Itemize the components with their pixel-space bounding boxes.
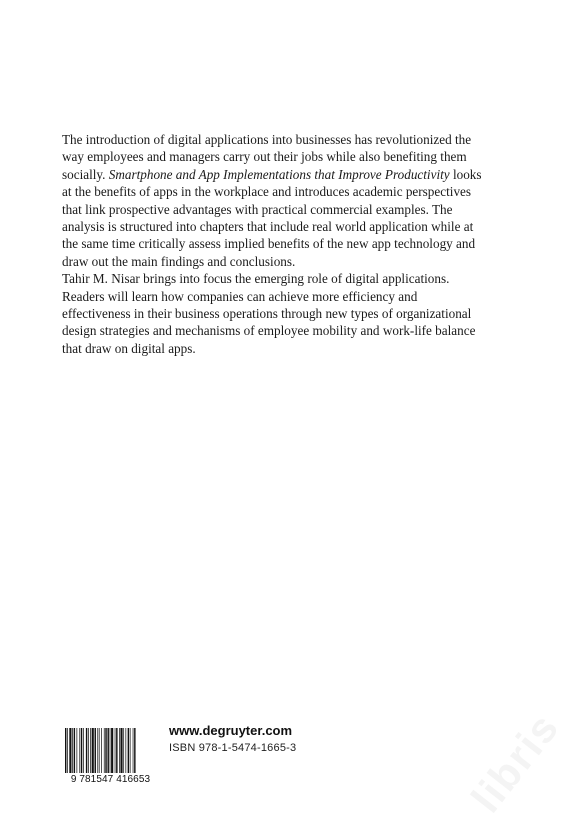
- barcode-digits: 9 781547 416653: [62, 773, 159, 787]
- description-paragraph-1-start: The introduction of digital applications into businesses has revolutionized the way employees and managers carry out their jobs while also benefiting them socially.: [62, 132, 472, 182]
- book-title-italic: Smartphone and App Implementations that Improve Productivity: [108, 166, 450, 182]
- isbn-number: ISBN 978-1-5474-1665-3: [169, 742, 297, 754]
- description-paragraph-1: [62, 131, 484, 270]
- description-paragraph-1-end: looks at the benefits of apps in the workplace and introduces academic perspectives that link prospective advantages with practical commercial examples. The analysis is structured into chapters that include real world application while at the same time critically assess implied benefits of the new app technology and draw out the main findings and conclusions.: [62, 166, 482, 269]
- book-description: [62, 131, 484, 357]
- description-paragraph-2: Tahir M. Nisar brings into focus the emerging role of digital applications. Readers will learn how companies can achieve more efficiency and effectiveness in their business operations through new types of organizational design strategies and mechanisms of employee mobility and work-life balance that draw on digital apps.: [62, 271, 476, 356]
- watermark: libris: [462, 703, 569, 821]
- publisher-url[interactable]: www.degruyter.com: [169, 723, 293, 738]
